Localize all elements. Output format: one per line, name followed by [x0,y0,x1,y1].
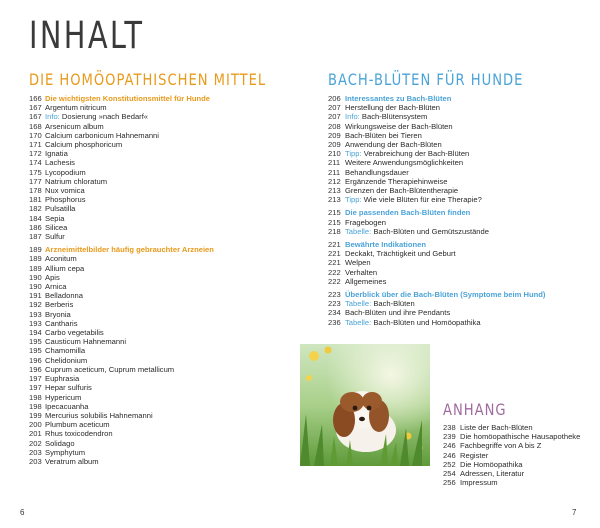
toc-entry [328,299,545,308]
toc-entry [328,177,545,186]
toc-entry [328,195,545,204]
toc-page-number: 239 [443,432,456,442]
toc-entry [29,328,214,337]
toc-page-number: 256 [443,478,456,488]
toc-entry-label: Die wichtigsten Konstitutionsmittel für Hunde [45,94,210,103]
toc-page-number: 221 [328,240,341,250]
toc-page-number: 206 [328,94,341,103]
toc-entry [328,149,545,158]
toc-entry [29,149,214,158]
toc-entry-label: Verabreichung der Bach-Blüten [363,149,470,159]
toc-page-number: 172 [29,149,42,159]
toc-entry [328,94,545,103]
toc-page-number: 210 [328,149,341,159]
toc-entry [29,383,214,392]
toc-entry-label: Arsenicum album [45,121,104,131]
toc-entry [29,168,214,177]
toc-list-bachblueten [328,94,545,327]
toc-page-number: 238 [443,423,456,432]
toc-entry [29,103,214,112]
toc-entry-label: Behandlungsdauer [345,167,409,177]
toc-entry [328,103,545,112]
toc-page-number: 212 [328,176,341,186]
toc-entry [29,448,214,457]
toc-entry-label: Anwendung der Bach-Blüten [345,140,442,150]
toc-entry-label: Die Homöopathika [460,459,523,469]
toc-page-number: 193 [29,318,42,328]
toc-entry [443,469,580,478]
toc-page-number: 193 [29,309,42,319]
toc-entry-label: Bach-Blüten und Gemütszustände [373,226,489,236]
toc-entry-label: Grenzen der Bach-Blütentherapie [345,186,459,196]
toc-entry-prefix: Info: [345,112,360,122]
toc-entry-label: Veratrum album [45,456,99,466]
toc-page-number: 178 [29,186,42,196]
toc-entry-label: Berberis [45,300,74,310]
section-heading-bachblueten: BACH-BLÜTEN FÜR HUNDE [328,70,524,89]
toc-entry-label: Arzneimittelbilder häufig gebrauchter Arzneien [45,245,214,255]
toc-page-number: 203 [29,447,42,457]
toc-entry-label: Impressum [460,478,498,488]
toc-entry-prefix: Tipp: [345,195,362,205]
toc-page-number: 223 [328,299,341,309]
toc-entry [29,300,214,309]
toc-entry [29,264,214,273]
toc-page-number: 198 [29,401,42,411]
toc-page-number: 252 [443,459,456,469]
toc-page-number: 223 [328,290,341,300]
toc-entry-label: Liste der Bach-Blüten [460,423,533,432]
toc-entry [29,204,214,213]
toc-entry-label: Arnica [45,282,67,292]
toc-entry [29,310,214,319]
toc-entry [29,420,214,429]
toc-entry [328,290,545,299]
toc-page-number: 236 [328,317,341,327]
toc-entry [29,337,214,346]
toc-entry [328,240,545,249]
toc-list-anhang [443,423,580,487]
toc-page-number: 184 [29,213,42,223]
toc-entry-prefix: Tabelle: [345,299,372,309]
toc-page-number: 218 [328,226,341,236]
toc-page-number: 254 [443,469,456,479]
toc-entry-label: Symphytum [45,447,86,457]
toc-entry [29,291,214,300]
toc-page-number: 189 [29,254,42,264]
toc-entry-label: Interessantes zu Bach-Blüten [345,94,452,103]
toc-entry-label: Wie viele Blüten für eine Therapie? [363,195,482,205]
toc-entry [29,158,214,167]
toc-entry [328,186,545,195]
toc-entry-label: Wirkungsweise der Bach-Blüten [345,121,453,131]
toc-entry-label: Die homöopathische Hausapotheke [460,432,581,442]
toc-entry-label: Welpen [345,258,371,268]
toc-page-number: 177 [29,176,42,186]
toc-entry-label: Sepia [45,213,65,223]
toc-entry [328,122,545,131]
toc-entry-label: Cantharis [45,318,78,328]
toc-entry-label: Allgemeines [345,276,387,286]
toc-entry-label: Adressen, Literatur [460,469,525,479]
toc-entry [29,140,214,149]
toc-page-number: 195 [29,346,42,356]
toc-page-number: 189 [29,263,42,273]
toc-entry-label: Die passenden Bach-Blüten finden [345,208,471,218]
toc-entry-label: Rhus toxicodendron [45,429,113,439]
toc-page-number: 215 [328,217,341,227]
section-heading-homoeopathie: DIE HOMÖOPATHISCHEN MITTEL [29,70,267,89]
toc-page-number: 207 [328,112,341,122]
toc-entry [29,195,214,204]
toc-page-number: 202 [29,438,42,448]
toc-entry-label: Euphrasia [45,374,80,384]
toc-entry-label: Überblick über die Bach-Blüten (Symptome beim Hund) [345,290,546,300]
toc-entry-label: Hypericum [45,392,82,402]
toc-entry [29,429,214,438]
toc-entry [328,277,545,286]
toc-entry-label: Bryonia [45,309,71,319]
toc-page-number: 221 [328,249,341,259]
toc-entry-label: Cuprum aceticum, Cuprum metallicum [45,364,175,374]
toc-entry [29,131,214,140]
toc-entry-label: Herstellung der Bach-Blüten [345,103,440,113]
toc-entry-label: Bach-Blüten und ihre Pendants [345,308,451,318]
toc-page-number: 197 [29,383,42,393]
section-heading-anhang: ANHANG [443,400,507,419]
toc-page-number: 222 [328,267,341,277]
toc-entry-prefix: Tabelle: [345,226,372,236]
toc-entry [328,268,545,277]
toc-page-number: 211 [328,167,341,177]
toc-entry-label: Solidago [45,438,75,448]
toc-page-number: 187 [29,232,42,242]
toc-entry [328,318,545,327]
toc-entry-label: Ipecacuanha [45,401,89,411]
toc-page-number: 168 [29,121,42,131]
toc-entry-label: Fachbegriffe von A bis Z [460,441,542,451]
toc-entry [443,441,580,450]
toc-page-number: 192 [29,300,42,310]
toc-entry [29,282,214,291]
toc-entry-label: Lycopodium [45,167,86,177]
toc-entry [29,374,214,383]
toc-entry [29,214,214,223]
toc-entry-label: Nux vomica [45,186,85,196]
toc-entry [29,186,214,195]
toc-page-number: 199 [29,410,42,420]
toc-page-number: 195 [29,337,42,347]
toc-entry [328,258,545,267]
toc-entry [328,112,545,121]
toc-page-number: 200 [29,420,42,430]
toc-entry-label: Calcium phosphoricum [45,140,123,150]
puppy-photo [300,344,430,466]
toc-entry [29,356,214,365]
toc-page-number: 190 [29,272,42,282]
toc-entry-label: Apis [45,272,60,282]
toc-page-number: 191 [29,291,42,301]
toc-entry [328,140,545,149]
toc-entry-label: Bach-Blüten [373,299,415,309]
toc-entry-label: Belladonna [45,291,84,301]
toc-page-number: 167 [29,112,42,122]
toc-entry [29,177,214,186]
toc-entry-label: Allium cepa [45,263,85,273]
toc-entry-label: Calcium carbonicum Hahnemanni [45,130,159,140]
toc-entry-prefix: Info: [45,112,60,122]
toc-entry [29,346,214,355]
toc-entry [29,254,214,263]
toc-entry [328,131,545,140]
toc-entry [328,158,545,167]
toc-entry-label: Weitere Anwendungsmöglichkeiten [345,158,464,168]
toc-entry-label: Pulsatilla [45,204,76,214]
toc-page-number: 203 [29,456,42,466]
toc-entry-label: Dosierung »nach Bedarf« [61,112,149,122]
toc-entry [29,94,214,103]
toc-entry [29,122,214,131]
toc-entry-label: Chelidonium [45,355,88,365]
toc-entry [29,232,214,241]
toc-page-number: 234 [328,308,341,318]
toc-list-homoeopathie [29,94,214,466]
toc-entry [29,245,214,254]
toc-entry [29,273,214,282]
toc-entry-label: Bach-Blüten bei Tieren [345,130,422,140]
toc-entry [29,112,214,121]
toc-entry-label: Hepar sulfuris [45,383,92,393]
toc-entry-label: Argentum nitricum [45,103,107,113]
toc-entry [443,432,580,441]
toc-entry-label: Causticum Hahnemanni [45,337,127,347]
toc-entry-label: Chamomilla [45,346,86,356]
toc-entry [328,249,545,258]
toc-entry-label: Natrium chloratum [45,176,108,186]
toc-entry-label: Ignatia [45,149,68,159]
toc-entry-label: Verhalten [345,267,378,277]
toc-page-number: 198 [29,392,42,402]
toc-entry-label: Plumbum aceticum [45,420,110,430]
toc-entry-label: Sulfur [45,232,65,242]
toc-page-number: 196 [29,355,42,365]
toc-entry-label: Bewährte Indikationen [345,240,427,250]
toc-entry-label: Register [460,450,489,460]
toc-entry [443,478,580,487]
toc-entry [328,308,545,317]
toc-page-number: 213 [328,195,341,205]
toc-page-number: 166 [29,94,42,103]
toc-page-number: 221 [328,258,341,268]
toc-page-number: 209 [328,140,341,150]
toc-entry [29,365,214,374]
toc-page-number: 194 [29,328,42,338]
toc-entry [29,319,214,328]
page-title: INHALT [29,14,145,57]
toc-page-number: 170 [29,130,42,140]
toc-entry-prefix: Tipp: [345,149,362,159]
toc-entry [443,460,580,469]
toc-page-number: 213 [328,186,341,196]
toc-entry [29,393,214,402]
toc-entry [328,218,545,227]
toc-entry-prefix: Tabelle: [345,317,372,327]
toc-entry-label: Mercurius solubilis Hahnemanni [45,410,153,420]
toc-entry [29,402,214,411]
toc-page-number: 196 [29,364,42,374]
toc-entry-label: Bach-Blüten und Homöopathika [373,317,481,327]
toc-entry [29,439,214,448]
toc-entry [29,411,214,420]
toc-page-number: 211 [328,158,341,168]
toc-page-number: 182 [29,204,42,214]
toc-page-number: 246 [443,450,456,460]
toc-page-number: 201 [29,429,42,439]
toc-page-number: 222 [328,276,341,286]
toc-entry-label: Silicea [45,222,68,232]
toc-page-number: 181 [29,195,42,205]
toc-page-number: 190 [29,282,42,292]
toc-page-number: 186 [29,222,42,232]
toc-page-number: 197 [29,374,42,384]
toc-entry [328,168,545,177]
toc-entry-label: Aconitum [45,254,77,264]
toc-entry-label: Fragebogen [345,217,386,227]
toc-page-number: 174 [29,158,42,168]
toc-page-number: 167 [29,103,42,113]
toc-page-number: 246 [443,441,456,451]
toc-entry [443,451,580,460]
toc-entry-label: Ergänzende Therapiehinweise [345,176,448,186]
toc-page-number: 215 [328,208,341,218]
toc-entry-label: Lachesis [45,158,75,168]
toc-page-number: 209 [328,130,341,140]
toc-page-number: 175 [29,167,42,177]
toc-entry [29,457,214,466]
toc-entry [29,223,214,232]
toc-page-number: 207 [328,103,341,113]
page-number-right: 7 [572,508,577,517]
toc-entry-label: Bach-Blütensystem [361,112,428,122]
toc-entry-label: Phosphorus [45,195,86,205]
toc-entry [328,227,545,236]
toc-page-number: 171 [29,140,42,150]
toc-page-number: 189 [29,245,42,255]
toc-entry [328,208,545,217]
toc-entry-label: Deckakt, Trächtigkeit und Geburt [345,249,456,259]
toc-entry-label: Carbo vegetabilis [45,328,104,338]
page-number-left: 6 [20,508,25,517]
toc-page-number: 208 [328,121,341,131]
toc-entry [443,423,580,432]
